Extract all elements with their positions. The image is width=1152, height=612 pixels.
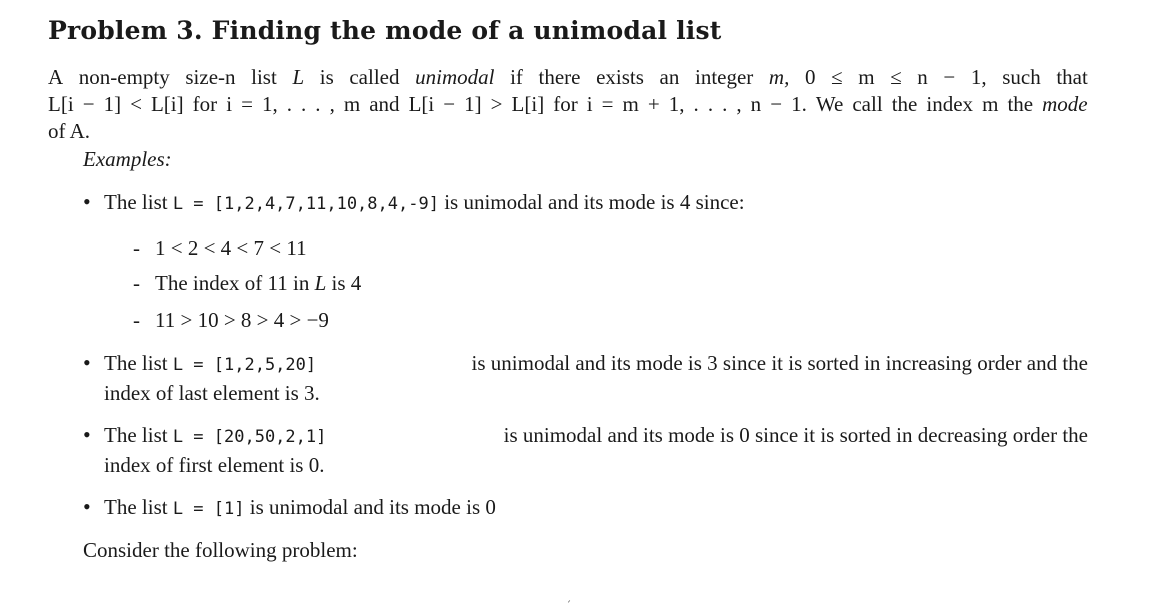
bullet-icon: • <box>83 189 91 214</box>
definition-paragraph <box>48 64 1088 145</box>
examples-label: Examples: <box>83 147 172 171</box>
code-list: L = [1,2,5,20] <box>172 355 317 375</box>
definition-line-3: of A. <box>48 119 90 143</box>
bullet-text: The list L = [1] is unimodal and its mode is 0 <box>104 495 496 519</box>
bullet-text: The list L = [20,50,2,1] is unimodal and its mode is 0 since it is sorted in decreasing order the index of first element is 0. <box>104 423 1088 477</box>
dash-icon: - <box>133 236 140 260</box>
sub-item-1: - 1 < 2 < 4 < 7 < 11 <box>133 236 307 260</box>
dash-icon: - <box>133 308 140 332</box>
definition-line-2: L[i − 1] < L[i] for i = 1, . . . , m and L[i − 1] > L[i] for i = m + 1, . . . , n − 1. We call the index m the mode <box>48 92 1088 116</box>
page-mark: ˊ <box>566 601 571 612</box>
sub-item-2: - The index of 11 in L is 4 <box>133 271 362 295</box>
bullet-text: The list L = [1,2,4,7,11,10,8,4,-9] is unimodal and its mode is 4 since: <box>104 190 745 214</box>
dash-icon: - <box>133 271 140 295</box>
bullet-icon: • <box>83 422 91 447</box>
problem-title: Problem 3. Finding the mode of a unimodal list <box>48 16 722 45</box>
consider-text: Consider the following problem: <box>83 538 358 562</box>
definition-line-1: A non-empty size-n list L is called unimodal if there exists an integer m, 0 ≤ m ≤ n − 1, such that <box>48 65 1088 89</box>
code-list: L = [1] <box>172 499 245 519</box>
bullet-icon: • <box>83 350 91 375</box>
sub-item-3: - 11 > 10 > 8 > 4 > −9 <box>133 308 329 332</box>
bullet-icon: • <box>83 494 91 519</box>
code-list: L = [20,50,2,1] <box>172 427 327 447</box>
bullet-text: The list L = [1,2,5,20] is unimodal and its mode is 3 since it is sorted in increasing order and the index of last element is 3. <box>104 351 1088 405</box>
code-list: L = [1,2,4,7,11,10,8,4,-9] <box>172 194 439 214</box>
